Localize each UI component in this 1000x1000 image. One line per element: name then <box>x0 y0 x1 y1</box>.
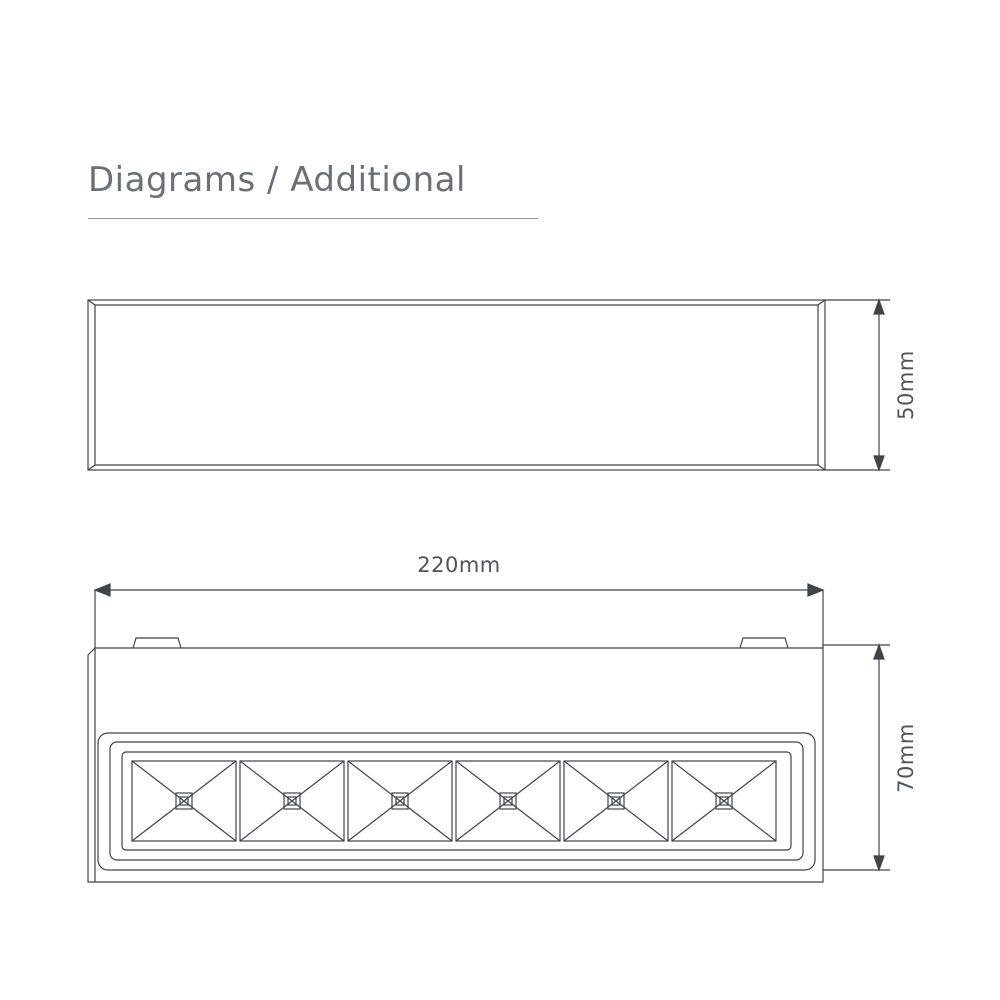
side-right-chamfer-top <box>818 300 825 305</box>
dimension-50mm <box>825 300 890 470</box>
led-cell <box>240 761 344 841</box>
led-cell-group <box>132 761 776 841</box>
arrow-70-bottom <box>874 856 884 870</box>
mounting-clip-left <box>133 638 181 648</box>
led-cell <box>348 761 452 841</box>
led-cell <box>564 761 668 841</box>
led-cell <box>456 761 560 841</box>
side-body-outline <box>88 300 825 470</box>
mounting-clip-right <box>740 638 788 648</box>
arrow-220-left <box>95 584 110 596</box>
arrow-50-top <box>874 300 884 314</box>
front-elevation-view <box>88 638 823 882</box>
led-cell <box>672 761 776 841</box>
arrow-50-bottom <box>874 456 884 470</box>
dimension-label-70mm: 70mm <box>894 723 918 793</box>
dimension-label-50mm: 50mm <box>894 350 918 420</box>
arrow-220-right <box>808 584 823 596</box>
dimension-label-220mm: 220mm <box>417 553 501 577</box>
side-left-chamfer-bottom <box>88 465 95 470</box>
arrow-70-top <box>874 645 884 659</box>
side-elevation-view <box>88 300 825 470</box>
side-left-chamfer-top <box>88 300 95 305</box>
led-cell <box>132 761 236 841</box>
dimension-70mm <box>823 645 890 870</box>
side-right-chamfer-bottom <box>818 465 825 470</box>
dimension-220mm <box>95 584 823 648</box>
page-title: Diagrams / Additional <box>88 160 466 200</box>
